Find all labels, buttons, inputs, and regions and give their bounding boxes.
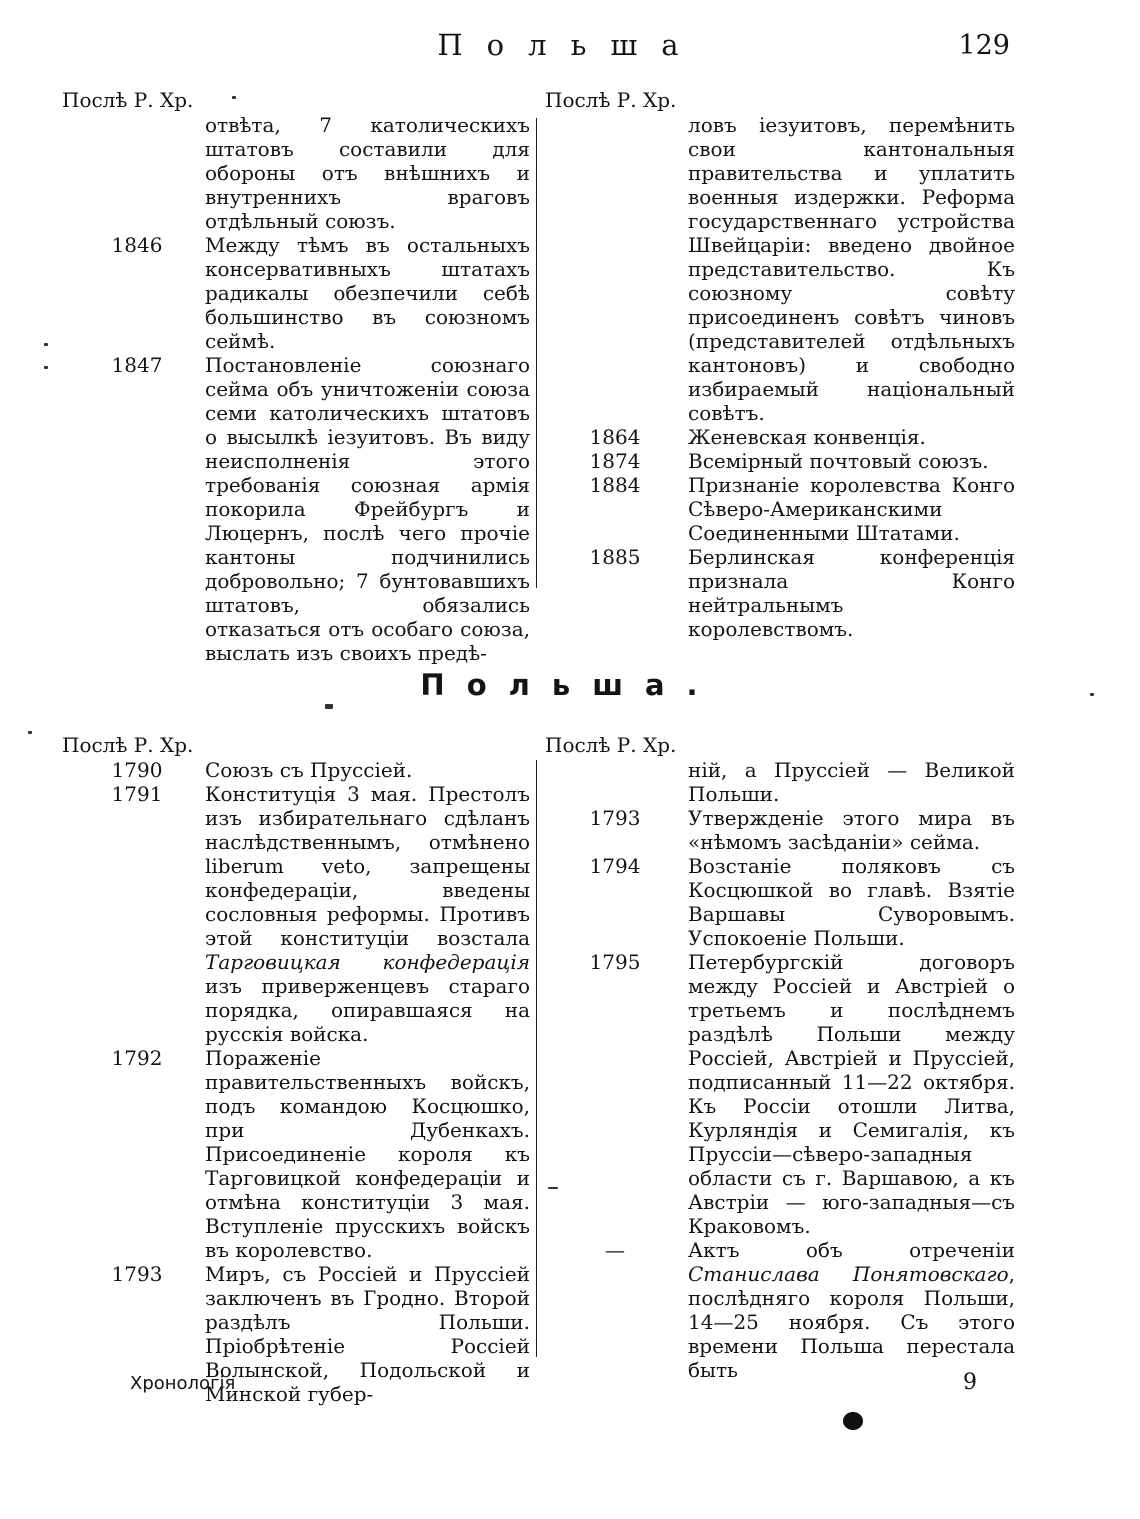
entry-text-part: , послѣдняго короля Польши, 14—25 ноября. Съ этого времени Польша перестала быть (688, 1262, 1015, 1382)
top-left-column (62, 88, 530, 665)
entry-year: 1790 (111, 758, 163, 782)
entry-text: отвѣта, 7 католическихъ штатовъ составили для обороны отъ внѣшнихъ и внутреннихъ враговъ отдѣльный союзъ. (205, 113, 530, 233)
scan-speck (325, 704, 333, 709)
chronology-entry (545, 473, 1015, 545)
entry-text: ловъ іезуитовъ, перемѣнить свои кантональныя правительства и уплатить военныя издержки. Реформа государственнаго устройства Швейцаріи: введено двойное представительство. Къ союзному совѣту присоединенъ совѣтъ чиновъ (представителей отдѣльныхъ кантоновъ) и свободно избираемый національный совѣтъ. (688, 113, 1015, 425)
entry-text: Утвержденіе этого мира въ «нѣмомъ засѣданіи» сейма. (688, 806, 1015, 854)
page-number: 129 (958, 30, 1010, 61)
entry-year: 1793 (589, 806, 641, 830)
column-heading: Послѣ Р. Хр. (545, 733, 677, 757)
column-heading: Послѣ Р. Хр. (62, 88, 194, 112)
entry-year: 1794 (589, 854, 641, 878)
chronology-entry (62, 353, 530, 665)
chronology-entry (545, 758, 1015, 806)
footer-label: Хронологія (130, 1373, 236, 1394)
chronology-entry (545, 113, 1015, 425)
entry-text: Признаніе королевства Конго Сѣверо-Американскими Соединенными Штатами. (688, 473, 1015, 545)
chronology-entry (62, 233, 530, 353)
entry-year: 1847 (111, 353, 163, 377)
chronology-entry (545, 449, 1015, 473)
column-divider (536, 118, 537, 588)
entry-text: Петербургскій договоръ между Россіей и Австріей о третьемъ и послѣднемъ раздѣлѣ Польши между Россіей, Австріей и Пруссіей, подписанный 11—22 октября. Къ Россіи отошли Литва, Курляндія и Семигалія, къ Пруссіи—сѣверо-западныя области съ г. Варшавою, а къ Австріи — юго-западныя—съ Краковомъ. (688, 950, 1015, 1238)
signature-mark: 9 (963, 1370, 977, 1395)
scan-speck (1090, 693, 1094, 696)
entry-text-italic: Тарговицкая конфедерація (205, 950, 530, 974)
entry-text: ній, а Пруссіей — Великой Польши. (688, 758, 1015, 806)
scan-speck (232, 96, 236, 99)
entry-year: 1874 (589, 449, 641, 473)
chronology-entry (545, 1238, 1015, 1382)
entry-text: Союзъ съ Пруссіей. (205, 758, 413, 782)
entry-text: Женевская конвенція. (688, 425, 926, 449)
entry-year: 1884 (589, 473, 641, 497)
entry-year: 1791 (111, 782, 163, 806)
chronology-entry (545, 545, 1015, 641)
entry-text-part: Конституція 3 мая. Престолъ изъ избирательнаго сдѣланъ наслѣдственнымъ, отмѣнено liberum veto, запрещены конфедераціи, введены сословныя реформы. Противъ этой конституціи возстала (205, 782, 530, 950)
chronology-entry (62, 113, 530, 233)
chronology-entry (62, 782, 530, 1046)
scan-speck (548, 1187, 558, 1189)
entry-text (205, 782, 530, 1046)
scan-speck (44, 366, 48, 369)
entry-year: 1792 (111, 1046, 163, 1070)
bottom-right-column (545, 733, 1015, 1382)
entry-text: Постановленіе союзнаго сейма объ уничтоженіи союза семи католическихъ штатовъ о высылкѣ іезуитовъ. Въ виду неисполненія этого требованія союзная армія покорила Фрейбургъ и Люцернъ, послѣ чего прочіе кантоны подчинились добровольно; 7 бунтовавшихъ штатовъ, обязались отказаться отъ особаго союза, выслать изъ своихъ предѣ- (205, 353, 530, 665)
entry-text-part: изъ приверженцевъ стараго порядка, опиравшаяся на русскія войска. (205, 974, 530, 1046)
column-heading: Послѣ Р. Хр. (545, 88, 677, 112)
entry-text: Пораженіе правительственныхъ войскъ, подъ командою Косцюшко, при Дубенкахъ. Присоединеніе короля къ Тарговицкой конфедераціи и отмѣна конституціи 3 мая. Вступленіе прусскихъ войскъ въ королевство. (205, 1046, 530, 1262)
scan-speck (28, 731, 32, 734)
chronology-entry (545, 854, 1015, 950)
entry-year: 1885 (589, 545, 641, 569)
chronology-entry (62, 1046, 530, 1262)
chronology-entry (545, 806, 1015, 854)
entry-text: Возстаніе поляковъ съ Косцюшкой во главѣ. Взятіе Варшавы Суворовымъ. Успокоеніе Польши. (688, 854, 1015, 950)
entry-year: 1846 (111, 233, 163, 257)
entry-year: 1795 (589, 950, 641, 974)
entry-text-part: Актъ объ отреченіи (688, 1238, 1015, 1262)
chronology-entry (62, 758, 530, 782)
entry-text: Между тѣмъ въ остальныхъ консервативныхъ штатахъ радикалы обезпечили себѣ большинство въ союзномъ сеймѣ. (205, 233, 530, 353)
scan-speck (44, 343, 48, 346)
entry-year: 1793 (111, 1262, 163, 1286)
bottom-left-column (62, 733, 530, 1406)
column-heading: Послѣ Р. Хр. (62, 733, 194, 757)
entry-text: Всемірный почтовый союзъ. (688, 449, 989, 473)
running-title: Польша (437, 28, 703, 62)
entry-year: 1864 (589, 425, 641, 449)
entry-text-italic: Станислава Понятовскаго (688, 1262, 1009, 1286)
ink-blot (843, 1412, 863, 1430)
entry-year: — (605, 1238, 625, 1262)
entry-text: Берлинская конференція признала Конго нейтральнымъ королевствомъ. (688, 545, 1015, 641)
column-divider (536, 760, 537, 1357)
entry-text (688, 1238, 1015, 1382)
top-right-column (545, 88, 1015, 641)
chronology-entry (545, 950, 1015, 1238)
chronology-entry (545, 425, 1015, 449)
entry-text: Миръ, съ Россіей и Пруссіей заключенъ въ Гродно. Второй раздѣлъ Польши. Пріобрѣтеніе Россіей Волынской, Подольской и Минской губер- (205, 1262, 530, 1406)
section-title: Польша. (420, 668, 720, 702)
